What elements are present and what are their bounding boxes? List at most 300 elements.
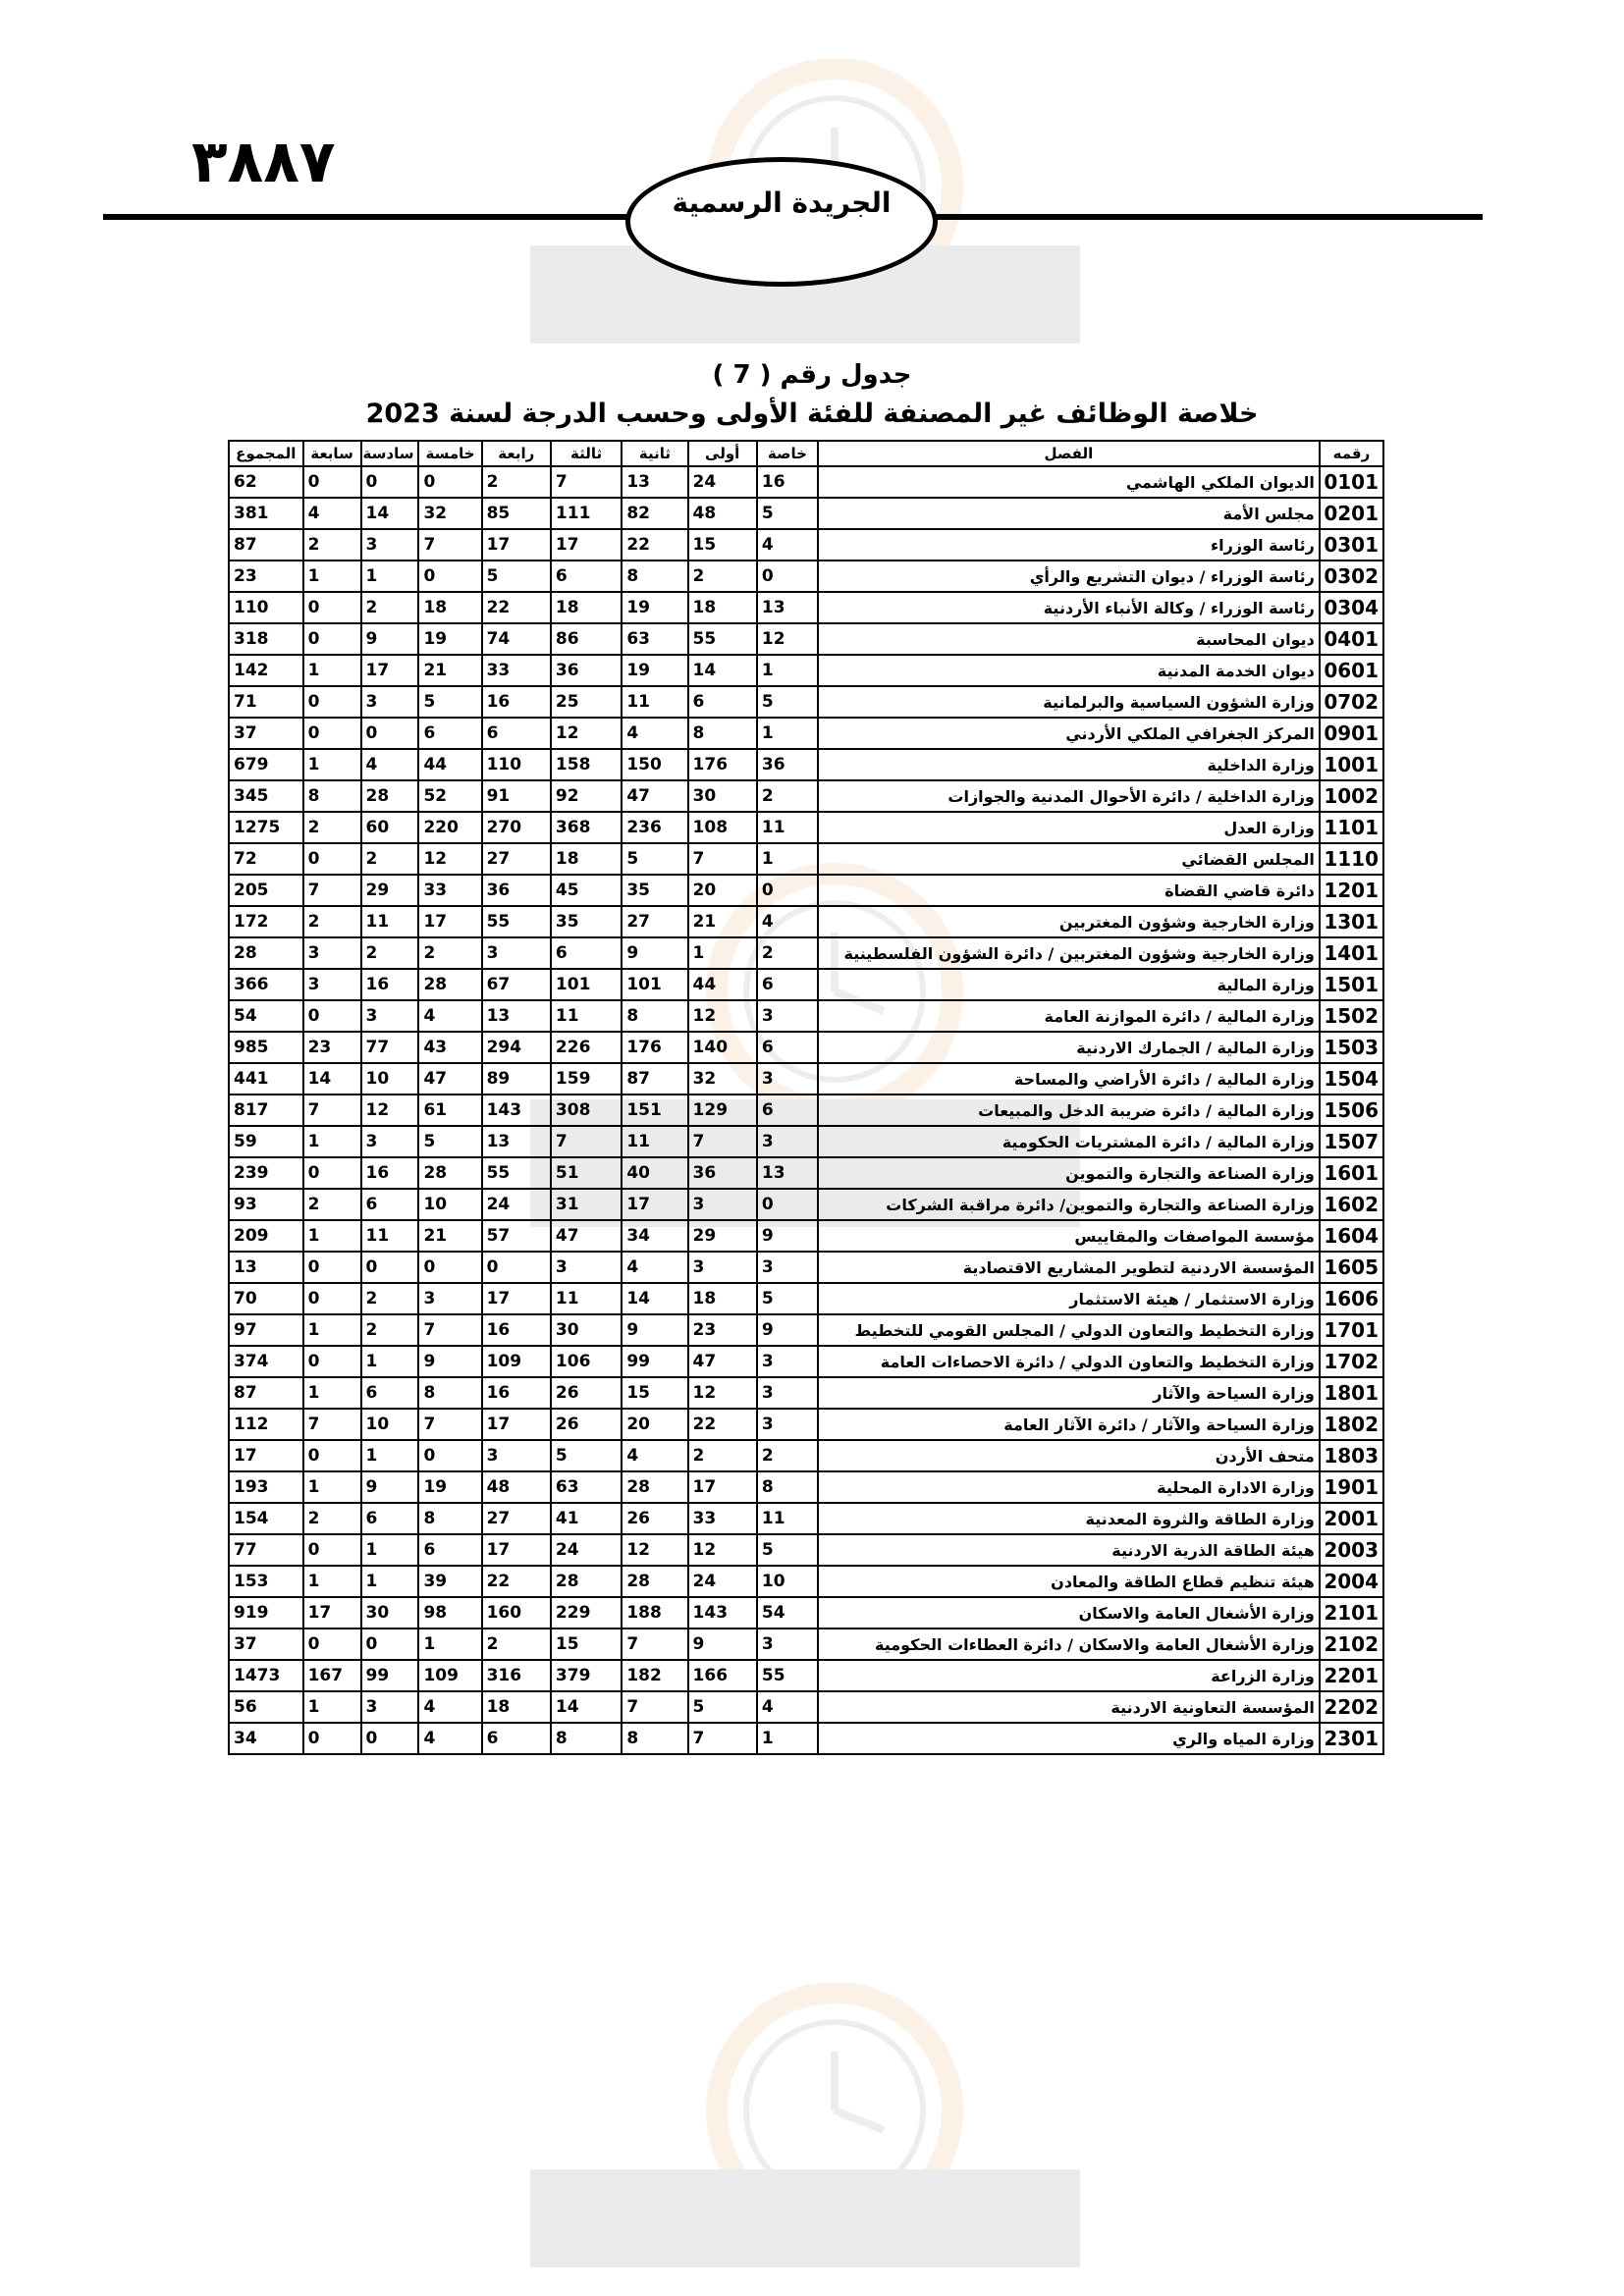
cell-total: 87 (229, 529, 303, 561)
cell-section: مؤسسة المواصفات والمقاييس (818, 1220, 1320, 1252)
table-row (229, 1000, 1383, 1032)
cell-sixth: 0 (361, 1723, 419, 1754)
cell-section: هيئة الطاقة الذرية الاردنية (818, 1534, 1320, 1566)
cell-special: 2 (757, 937, 818, 969)
cell-section: وزارة الداخلية (818, 749, 1320, 780)
cell-code: 1701 (1320, 1314, 1383, 1346)
cell-third: 5 (551, 1440, 622, 1471)
col-header-first: أولى (688, 441, 757, 466)
cell-fourth: 16 (482, 686, 551, 718)
cell-second: 7 (622, 1691, 687, 1723)
cell-total: 37 (229, 1629, 303, 1660)
cell-section: وزارة الشؤون السياسية والبرلمانية (818, 686, 1320, 718)
cell-total: 56 (229, 1691, 303, 1723)
cell-seventh: 0 (303, 1252, 361, 1283)
cell-total: 23 (229, 561, 303, 592)
cell-special: 8 (757, 1471, 818, 1503)
cell-third: 17 (551, 529, 622, 561)
cell-third: 24 (551, 1534, 622, 1566)
cell-section: وزارة المياه والري (818, 1723, 1320, 1754)
cell-special: 0 (757, 875, 818, 906)
cell-code: 1606 (1320, 1283, 1383, 1314)
cell-sixth: 1 (361, 1346, 419, 1377)
cell-fifth: 9 (418, 1346, 481, 1377)
cell-fifth: 0 (418, 1440, 481, 1471)
cell-total: 70 (229, 1283, 303, 1314)
table-row (229, 1409, 1383, 1440)
table-row (229, 1095, 1383, 1126)
cell-seventh: 8 (303, 780, 361, 812)
cell-second: 8 (622, 1723, 687, 1754)
cell-code: 2004 (1320, 1566, 1383, 1597)
cell-total: 209 (229, 1220, 303, 1252)
cell-third: 28 (551, 1566, 622, 1597)
cell-sixth: 10 (361, 1063, 419, 1095)
table-row (229, 749, 1383, 780)
cell-code: 0702 (1320, 686, 1383, 718)
cell-seventh: 1 (303, 561, 361, 592)
table-row (229, 466, 1383, 498)
cell-fifth: 19 (418, 623, 481, 655)
cell-fifth: 21 (418, 655, 481, 686)
col-header-seventh: سابعة (303, 441, 361, 466)
cell-fourth: 17 (482, 1409, 551, 1440)
cell-first: 18 (688, 592, 757, 623)
table-row (229, 529, 1383, 561)
cell-third: 35 (551, 906, 622, 937)
cell-total: 374 (229, 1346, 303, 1377)
cell-second: 34 (622, 1220, 687, 1252)
cell-fourth: 24 (482, 1189, 551, 1220)
cell-sixth: 2 (361, 1314, 419, 1346)
cell-fourth: 6 (482, 718, 551, 749)
cell-fourth: 33 (482, 655, 551, 686)
cell-section: المؤسسة التعاونية الاردنية (818, 1691, 1320, 1723)
cell-second: 12 (622, 1534, 687, 1566)
cell-sixth: 6 (361, 1503, 419, 1534)
cell-third: 14 (551, 1691, 622, 1723)
cell-sixth: 6 (361, 1377, 419, 1409)
cell-total: 28 (229, 937, 303, 969)
cell-code: 0301 (1320, 529, 1383, 561)
cell-second: 150 (622, 749, 687, 780)
publication-title: الجريدة الرسمية (672, 186, 892, 219)
cell-seventh: 1 (303, 1377, 361, 1409)
cell-first: 2 (688, 561, 757, 592)
cell-fifth: 220 (418, 812, 481, 843)
cell-section: وزارة التخطيط والتعاون الدولي / دائرة الاحصاءات العامة (818, 1346, 1320, 1377)
cell-special: 4 (757, 1691, 818, 1723)
cell-special: 55 (757, 1660, 818, 1691)
cell-sixth: 3 (361, 1126, 419, 1157)
cell-special: 2 (757, 780, 818, 812)
cell-first: 12 (688, 1000, 757, 1032)
cell-total: 153 (229, 1566, 303, 1597)
cell-sixth: 2 (361, 843, 419, 875)
cell-second: 188 (622, 1597, 687, 1629)
cell-section: دائرة قاضي القضاة (818, 875, 1320, 906)
cell-fifth: 7 (418, 1409, 481, 1440)
cell-sixth: 3 (361, 686, 419, 718)
cell-special: 1 (757, 1723, 818, 1754)
cell-third: 51 (551, 1157, 622, 1189)
cell-fourth: 27 (482, 1503, 551, 1534)
cell-fifth: 21 (418, 1220, 481, 1252)
cell-total: 441 (229, 1063, 303, 1095)
cell-sixth: 77 (361, 1032, 419, 1063)
cell-seventh: 0 (303, 623, 361, 655)
page-number: ٣٨٨٧ (191, 128, 336, 196)
cell-special: 16 (757, 466, 818, 498)
col-header-section: الفصل (818, 441, 1320, 466)
cell-seventh: 1 (303, 1220, 361, 1252)
cell-fifth: 28 (418, 969, 481, 1000)
table-row (229, 1032, 1383, 1063)
cell-first: 3 (688, 1189, 757, 1220)
cell-fourth: 74 (482, 623, 551, 655)
cell-section: وزارة الصناعة والتجارة والتموين/ دائرة مراقبة الشركات (818, 1189, 1320, 1220)
cell-second: 15 (622, 1377, 687, 1409)
cell-code: 1506 (1320, 1095, 1383, 1126)
table-number: جدول رقم ( 7 ) (712, 360, 912, 390)
cell-first: 17 (688, 1471, 757, 1503)
cell-fifth: 1 (418, 1629, 481, 1660)
cell-seventh: 0 (303, 466, 361, 498)
cell-special: 54 (757, 1597, 818, 1629)
cell-sixth: 28 (361, 780, 419, 812)
cell-sixth: 2 (361, 592, 419, 623)
cell-fifth: 28 (418, 1157, 481, 1189)
cell-fourth: 3 (482, 937, 551, 969)
cell-sixth: 2 (361, 1283, 419, 1314)
table-row (229, 812, 1383, 843)
cell-code: 1301 (1320, 906, 1383, 937)
cell-code: 1602 (1320, 1189, 1383, 1220)
cell-section: وزارة المالية (818, 969, 1320, 1000)
cell-fifth: 47 (418, 1063, 481, 1095)
cell-special: 5 (757, 1534, 818, 1566)
cell-second: 47 (622, 780, 687, 812)
cell-second: 17 (622, 1189, 687, 1220)
cell-first: 7 (688, 843, 757, 875)
cell-fourth: 16 (482, 1314, 551, 1346)
cell-first: 30 (688, 780, 757, 812)
cell-sixth: 1 (361, 561, 419, 592)
cell-third: 8 (551, 1723, 622, 1754)
cell-total: 17 (229, 1440, 303, 1471)
cell-seventh: 4 (303, 498, 361, 529)
cell-section: الديوان الملكي الهاشمي (818, 466, 1320, 498)
table-row (229, 1314, 1383, 1346)
cell-fifth: 33 (418, 875, 481, 906)
cell-code: 1502 (1320, 1000, 1383, 1032)
cell-third: 6 (551, 937, 622, 969)
table-row (229, 937, 1383, 969)
cell-fourth: 48 (482, 1471, 551, 1503)
cell-code: 0302 (1320, 561, 1383, 592)
cell-seventh: 0 (303, 1629, 361, 1660)
cell-total: 239 (229, 1157, 303, 1189)
cell-code: 1401 (1320, 937, 1383, 969)
table-row (229, 561, 1383, 592)
cell-code: 0901 (1320, 718, 1383, 749)
table-row (229, 1189, 1383, 1220)
cell-third: 7 (551, 1126, 622, 1157)
cell-sixth: 12 (361, 1095, 419, 1126)
cell-fifth: 0 (418, 1252, 481, 1283)
cell-first: 6 (688, 686, 757, 718)
cell-special: 6 (757, 1095, 818, 1126)
cell-seventh: 2 (303, 529, 361, 561)
cell-code: 2001 (1320, 1503, 1383, 1534)
table-row (229, 1534, 1383, 1566)
cell-seventh: 14 (303, 1063, 361, 1095)
cell-special: 13 (757, 592, 818, 623)
cell-special: 2 (757, 1440, 818, 1471)
cell-second: 11 (622, 686, 687, 718)
cell-seventh: 0 (303, 1000, 361, 1032)
col-header-third: ثالثة (551, 441, 622, 466)
cell-second: 87 (622, 1063, 687, 1095)
cell-section: وزارة الطاقة والثروة المعدنية (818, 1503, 1320, 1534)
table-row (229, 780, 1383, 812)
cell-first: 129 (688, 1095, 757, 1126)
cell-third: 15 (551, 1629, 622, 1660)
cell-fifth: 8 (418, 1377, 481, 1409)
cell-sixth: 14 (361, 498, 419, 529)
cell-second: 5 (622, 843, 687, 875)
cell-third: 308 (551, 1095, 622, 1126)
cell-total: 193 (229, 1471, 303, 1503)
cell-seventh: 1 (303, 655, 361, 686)
cell-first: 9 (688, 1629, 757, 1660)
cell-first: 47 (688, 1346, 757, 1377)
table-row (229, 969, 1383, 1000)
table-row (229, 1566, 1383, 1597)
cell-first: 29 (688, 1220, 757, 1252)
cell-fourth: 22 (482, 592, 551, 623)
cell-seventh: 1 (303, 1691, 361, 1723)
cell-code: 1501 (1320, 969, 1383, 1000)
cell-total: 54 (229, 1000, 303, 1032)
cell-seventh: 23 (303, 1032, 361, 1063)
cell-seventh: 1 (303, 749, 361, 780)
cell-special: 3 (757, 1000, 818, 1032)
cell-fifth: 7 (418, 529, 481, 561)
table-row (229, 1503, 1383, 1534)
cell-fifth: 8 (418, 1503, 481, 1534)
cell-section: وزارة المالية / دائرة المشتريات الحكومية (818, 1126, 1320, 1157)
cell-first: 18 (688, 1283, 757, 1314)
cell-fifth: 17 (418, 906, 481, 937)
cell-third: 31 (551, 1189, 622, 1220)
cell-total: 679 (229, 749, 303, 780)
cell-fourth: 85 (482, 498, 551, 529)
col-header-fourth: رابعة (482, 441, 551, 466)
cell-seventh: 0 (303, 1723, 361, 1754)
cell-fourth: 0 (482, 1252, 551, 1283)
cell-first: 44 (688, 969, 757, 1000)
table-row (229, 906, 1383, 937)
cell-first: 8 (688, 718, 757, 749)
cell-special: 5 (757, 498, 818, 529)
cell-first: 48 (688, 498, 757, 529)
table-row (229, 1597, 1383, 1629)
cell-total: 1275 (229, 812, 303, 843)
cell-fifth: 19 (418, 1471, 481, 1503)
table-body (229, 466, 1383, 1754)
cell-special: 3 (757, 1126, 818, 1157)
cell-sixth: 10 (361, 1409, 419, 1440)
cell-sixth: 0 (361, 1252, 419, 1283)
cell-code: 0401 (1320, 623, 1383, 655)
cell-fourth: 55 (482, 906, 551, 937)
cell-fourth: 16 (482, 1377, 551, 1409)
cell-fifth: 2 (418, 937, 481, 969)
cell-first: 15 (688, 529, 757, 561)
cell-total: 77 (229, 1534, 303, 1566)
cell-total: 381 (229, 498, 303, 529)
cell-second: 28 (622, 1566, 687, 1597)
cell-special: 1 (757, 843, 818, 875)
cell-second: 63 (622, 623, 687, 655)
cell-section: وزارة الاستثمار / هيئة الاستثمار (818, 1283, 1320, 1314)
cell-seventh: 0 (303, 1440, 361, 1471)
cell-third: 6 (551, 561, 622, 592)
cell-section: رئاسة الوزراء / وكالة الأنباء الأردنية (818, 592, 1320, 623)
table-row (229, 1346, 1383, 1377)
cell-third: 226 (551, 1032, 622, 1063)
cell-first: 143 (688, 1597, 757, 1629)
cell-first: 1 (688, 937, 757, 969)
cell-second: 99 (622, 1346, 687, 1377)
cell-special: 0 (757, 561, 818, 592)
cell-seventh: 1 (303, 1126, 361, 1157)
cell-code: 2101 (1320, 1597, 1383, 1629)
cell-fourth: 22 (482, 1566, 551, 1597)
cell-sixth: 30 (361, 1597, 419, 1629)
cell-fifth: 52 (418, 780, 481, 812)
cell-code: 1601 (1320, 1157, 1383, 1189)
table-row (229, 1283, 1383, 1314)
col-header-code: رقمه (1320, 441, 1383, 466)
cell-code: 0101 (1320, 466, 1383, 498)
cell-third: 86 (551, 623, 622, 655)
cell-special: 11 (757, 812, 818, 843)
cell-fifth: 7 (418, 1314, 481, 1346)
cell-total: 34 (229, 1723, 303, 1754)
cell-special: 9 (757, 1314, 818, 1346)
cell-second: 26 (622, 1503, 687, 1534)
table-row (229, 1660, 1383, 1691)
cell-first: 7 (688, 1723, 757, 1754)
cell-seventh: 3 (303, 969, 361, 1000)
cell-first: 36 (688, 1157, 757, 1189)
cell-total: 112 (229, 1409, 303, 1440)
cell-second: 9 (622, 1314, 687, 1346)
cell-fourth: 2 (482, 466, 551, 498)
cell-special: 10 (757, 1566, 818, 1597)
cell-fifth: 18 (418, 592, 481, 623)
clock-watermark-icon (530, 1983, 1080, 2277)
cell-third: 7 (551, 466, 622, 498)
cell-second: 22 (622, 529, 687, 561)
cell-special: 4 (757, 906, 818, 937)
cell-special: 3 (757, 1377, 818, 1409)
table-row (229, 498, 1383, 529)
cell-code: 1101 (1320, 812, 1383, 843)
cell-third: 18 (551, 843, 622, 875)
cell-second: 28 (622, 1471, 687, 1503)
cell-fifth: 0 (418, 466, 481, 498)
cell-fourth: 91 (482, 780, 551, 812)
cell-section: وزارة العدل (818, 812, 1320, 843)
cell-second: 101 (622, 969, 687, 1000)
cell-total: 817 (229, 1095, 303, 1126)
cell-fourth: 18 (482, 1691, 551, 1723)
cell-special: 0 (757, 1189, 818, 1220)
cell-section: وزارة التخطيط والتعاون الدولي / المجلس القومي للتخطيط (818, 1314, 1320, 1346)
cell-special: 5 (757, 686, 818, 718)
cell-sixth: 2 (361, 937, 419, 969)
cell-code: 1901 (1320, 1471, 1383, 1503)
cell-fourth: 6 (482, 1723, 551, 1754)
table-row (229, 1157, 1383, 1189)
cell-special: 6 (757, 1032, 818, 1063)
cell-fourth: 2 (482, 1629, 551, 1660)
cell-seventh: 1 (303, 1314, 361, 1346)
cell-seventh: 167 (303, 1660, 361, 1691)
cell-special: 3 (757, 1629, 818, 1660)
cell-sixth: 4 (361, 749, 419, 780)
cell-first: 12 (688, 1377, 757, 1409)
cell-seventh: 2 (303, 1189, 361, 1220)
cell-fourth: 110 (482, 749, 551, 780)
cell-special: 3 (757, 1252, 818, 1283)
cell-seventh: 7 (303, 1095, 361, 1126)
cell-section: وزارة المالية / دائرة الأراضي والمساحة (818, 1063, 1320, 1095)
cell-code: 1001 (1320, 749, 1383, 780)
cell-sixth: 6 (361, 1189, 419, 1220)
cell-code: 2301 (1320, 1723, 1383, 1754)
cell-second: 14 (622, 1283, 687, 1314)
table-row (229, 1220, 1383, 1252)
cell-special: 3 (757, 1063, 818, 1095)
cell-sixth: 1 (361, 1534, 419, 1566)
cell-fourth: 316 (482, 1660, 551, 1691)
cell-fifth: 98 (418, 1597, 481, 1629)
cell-sixth: 3 (361, 1000, 419, 1032)
cell-third: 159 (551, 1063, 622, 1095)
cell-first: 2 (688, 1440, 757, 1471)
cell-third: 106 (551, 1346, 622, 1377)
cell-first: 24 (688, 1566, 757, 1597)
cell-first: 14 (688, 655, 757, 686)
cell-fourth: 27 (482, 843, 551, 875)
cell-fourth: 17 (482, 529, 551, 561)
cell-section: وزارة المالية / دائرة ضريبة الدخل والمبيعات (818, 1095, 1320, 1126)
table-row (229, 1471, 1383, 1503)
cell-sixth: 16 (361, 969, 419, 1000)
cell-sixth: 3 (361, 1691, 419, 1723)
cell-section: متحف الأردن (818, 1440, 1320, 1471)
cell-section: رئاسة الوزراء / ديوان التشريع والرأي (818, 561, 1320, 592)
cell-third: 379 (551, 1660, 622, 1691)
cell-seventh: 0 (303, 686, 361, 718)
cell-seventh: 2 (303, 812, 361, 843)
col-header-total: المجموع (229, 441, 303, 466)
cell-fourth: 160 (482, 1597, 551, 1629)
